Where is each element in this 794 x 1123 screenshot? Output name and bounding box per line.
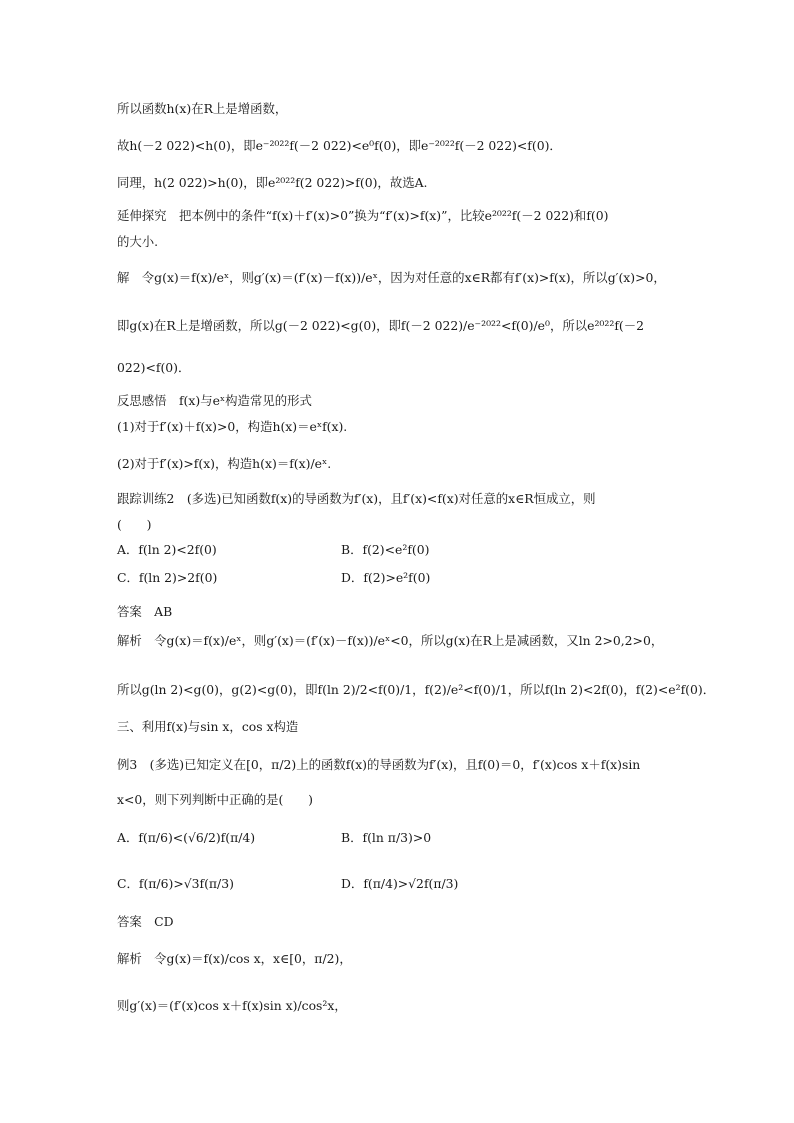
text-line: 解 令g(x)＝f(x)/eˣ，则g′(x)＝(f′(x)－f(x))/eˣ，因为对任意的x∈R都有f′(x)>f(x)，所以g′(x)>0， [117,270,666,285]
option-row [117,570,677,586]
text-line: 解析 令g(x)＝f(x)/eˣ，则g′(x)＝(f′(x)－f(x))/eˣ<0，所以g(x)在R上是减函数，又ln 2>0,2>0， [117,633,664,648]
text-line: 同理，h(2 022)>h(0)，即e²⁰²²f(2 022)>f(0)，故选A. [117,175,428,190]
text-line: x<0，则下列判断中正确的是( ) [117,792,313,807]
option-a: C．f(ln 2)>2f(0) [117,570,218,585]
option-row [117,830,677,846]
text-line: 答案 AB [117,604,173,619]
option-a: A．f(π/6)<(√6/2)f(π/4) [117,830,256,845]
text-line: 三、利用f(x)与sin x，cos x构造 [117,719,299,734]
text-line: 例3 (多选)已知定义在[0，π/2)上的函数f(x)的导函数为f′(x)，且f(0)＝0，f′(x)cos x＋f(x)sin [117,757,641,772]
option-b: B．f(2)<e²f(0) [341,542,430,557]
text-line: 的大小. [117,234,159,249]
text-line: 即g(x)在R上是增函数，所以g(－2 022)<g(0)，即f(－2 022)/e⁻²⁰²²<f(0)/e⁰，所以e²⁰²²f(－2 [117,318,645,333]
text-line: 022)<f(0)． [117,360,191,375]
text-line: (1)对于f′(x)＋f(x)>0，构造h(x)＝eˣf(x). [117,419,348,434]
option-b: D．f(π/4)>√2f(π/3) [341,876,459,891]
option-row [117,542,677,558]
option-b: D．f(2)>e²f(0) [341,570,431,585]
text-line: 则g′(x)＝(f′(x)cos x＋f(x)sin x)/cos²x， [117,998,347,1013]
option-b: B．f(ln π/3)>0 [341,830,432,845]
text-line: 答案 CD [117,914,174,929]
text-line: 所以g(ln 2)<g(0)，g(2)<g(0)，即f(ln 2)/2<f(0)/1，f(2)/e²<f(0)/1，所以f(ln 2)<2f(0)，f(2)<e²f(0)． [117,682,716,697]
option-a: C．f(π/6)>√3f(π/3) [117,876,234,891]
option-row [117,876,677,892]
text-line: (2)对于f′(x)>f(x)，构造h(x)＝f(x)/eˣ. [117,456,332,471]
option-a: A．f(ln 2)<2f(0) [117,542,217,557]
text-line: 解析 令g(x)＝f(x)/cos x，x∈[0，π/2)， [117,951,352,966]
text-line: 所以函数h(x)在R上是增函数， [117,101,288,116]
text-line: 反思感悟 f(x)与eˣ构造常见的形式 [117,393,312,408]
text-line: 故h(－2 022)<h(0)，即e⁻²⁰²²f(－2 022)<e⁰f(0)，即e⁻²⁰²²f(－2 022)<f(0)． [117,138,562,153]
text-line: 跟踪训练2 (多选)已知函数f(x)的导函数为f′(x)，且f′(x)<f(x)对任意的x∈R恒成立，则 [117,491,596,506]
text-line: 延伸探究 把本例中的条件“f(x)＋f′(x)>0”换为“f′(x)>f(x)”，比较e²⁰²²f(－2 022)和f(0) [117,208,609,223]
text-line: ( ) [117,517,152,532]
